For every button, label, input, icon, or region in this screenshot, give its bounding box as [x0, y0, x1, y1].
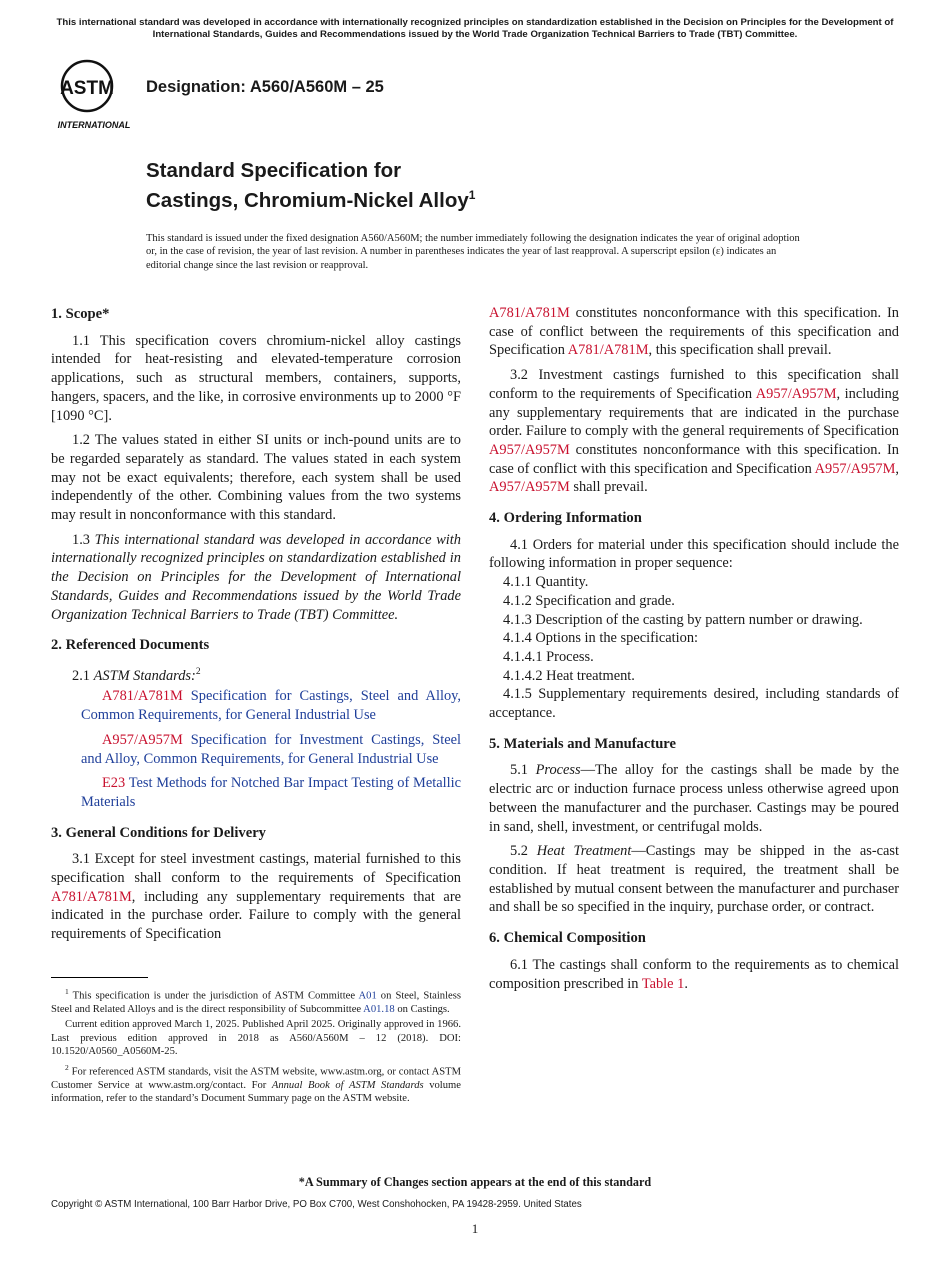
right-column — [489, 304, 899, 999]
list-item: 4.1.4.1 Process. — [503, 648, 594, 665]
designation: Designation: A560/A560M – 25 — [146, 78, 384, 96]
paragraph-6-1: 6.1 The castings shall conform to the requirements as to chemical composition prescribed in Table 1. — [489, 956, 899, 992]
paragraph-5-2: 5.2 Heat Treatment—Castings may be shipped in the as-cast condition. If heat treatment is required, the treatment shall be established by mutual consent between the manufacturer and purchaser and shall be so specified in the inquiry, purchase order, or contract. — [489, 843, 899, 916]
list-item: 4.1.4.2 Heat treatment. — [503, 667, 635, 684]
committee-link[interactable]: A01 — [358, 990, 377, 1002]
footnote-1: $^1$ This specification is under the jurisdiction of ASTM Committee A01 on Steel, Stainless Steel and Related Alloys and is the direct responsibility of Subcommittee A01.18 on Castings. — [51, 987, 461, 1015]
footnotes — [51, 977, 461, 1107]
paragraph-3-2: 3.2 Investment castings furnished to this specification shall conform to the requirements of Specification A957/A957M, including any supplementary requirements that are indicated in the purchase order. Failure to comply with the general requirements of Specification A957/A957M constitutes nonconformance with this specification. In case of conflict with this specification and Specification A957/A957M, A957/A957M shall prevail. — [489, 367, 899, 496]
paragraph-1-3-text: This international standard was developed in accordance with internationally recognized principles on standardization established in the Decision on Principles for the Development of International Standards, Guides and Recommendations issued by the World Trade Organization Technical Barriers to Trade (TBT) Committee. — [51, 531, 461, 623]
list-item: 4.1.4 Options in the specification: — [503, 630, 699, 647]
reference-e23 — [51, 774, 461, 811]
footnote-1-edition: Current edition approved March 1, 2025. Published April 2025. Originally approved in 1966. Last previous edition approved in 2018 as A560/A560M – 12 (2018). DOI: 10.1520/A0560_A0560M-25. — [51, 1019, 461, 1058]
title-line-2-text: Castings, Chromium-Nickel Alloy — [146, 188, 469, 212]
logo-text: ASTM — [60, 78, 114, 99]
logo-subtext: INTERNATIONAL — [57, 120, 131, 130]
list-item: 4.1.2 Specification and grade. — [503, 592, 675, 609]
paragraph-3-1-continued: A781/A781M constitutes nonconformance with this specification. In case of conflict between the requirements of this specification and Specification A781/A781M, this specification shall prevail. — [489, 305, 899, 359]
paragraph-3-1-start: 3.1 Except for steel investment castings, material furnished to this specification shall conform to the requirements of Specification A781/A781M, including any supplementary requirements that are indicated in the purchase order. Failure to comply with the general requirements of Specification — [51, 851, 461, 943]
spec-link-a957[interactable]: A957/A957M — [814, 460, 896, 477]
left-column — [51, 305, 461, 950]
title-line-1: Standard Specification for — [146, 159, 402, 182]
subcommittee-link[interactable]: A01.18 — [363, 1003, 395, 1015]
spec-link-a781[interactable]: A781/A781M — [489, 305, 570, 321]
title-line-2 — [146, 183, 475, 213]
footnote-2: $^2$ For referenced ASTM standards, visit the ASTM website, www.astm.org, or contact ASTM Customer Service at www.astm.org/contact. For Annual Book of ASTM Standards volume information, refer to the standard’s Document Summary page on the ASTM website. — [51, 1062, 461, 1104]
spec-link-a781[interactable]: A781/A781M — [51, 888, 132, 905]
section-heading-scope: 1. Scope* — [51, 306, 110, 322]
footnote-divider — [51, 977, 148, 978]
list-item: 4.1.1 Quantity. — [503, 574, 589, 591]
reference-a957 — [51, 731, 461, 768]
section-heading-chemical: 6. Chemical Composition — [489, 930, 646, 947]
section-heading-referenced: 2. Referenced Documents — [51, 637, 210, 654]
paragraph-1-2: 1.2 The values stated in either SI units or inch-pound units are to be regarded separately as standard. The values stated in each system may not be exact equivalents; therefore, each system shall be used independently of the other. Combining values from the two systems may result in nonconformance with this standard. — [51, 432, 461, 524]
reference-code-link[interactable]: A957/A957M — [102, 731, 183, 748]
reference-title-link[interactable]: Specification for Castings, Steel and Alloy, Common Requirements, for General Industrial Use — [81, 688, 461, 724]
summary-of-changes-note: *A Summary of Changes section appears at the end of this standard — [298, 1175, 652, 1189]
title-footnote-mark: 1 — [468, 188, 476, 202]
section-heading-materials: 5. Materials and Manufacture — [489, 735, 676, 752]
issue-note: This standard is issued under the fixed designation A560/A560M; the number immediately following the designation indicates the year of original adoption or, in the case of revision, the year of last revision. A number in parentheses indicates the year of last reapproval. A superscript epsilon (ε) indicates an editorial change since the last revision or reapproval. — [146, 233, 800, 271]
paragraph-1-1: 1.1 This specification covers chromium-nickel alloy castings intended for heat-resisting and elevated-temperature corrosion applications, such as structural members, containers, supports, hangers, spacers, and the like, in corrosive environments up to 2000 °F [1090 °C]. — [51, 332, 461, 424]
page-title — [146, 158, 475, 213]
paragraph-1-3 — [51, 531, 461, 625]
top-notice: This international standard was developed in accordance with internationally recognized principles on standardization established in the Decision on Principles for the Development of International Standards, Guides and Recommendations issued by the World Trade Organization Technical Barriers to Trade (TBT) Committee. — [56, 17, 894, 40]
paragraph-1-3-number: 1.3 — [72, 531, 90, 548]
spec-link-a957[interactable]: A957/A957M — [755, 385, 837, 402]
page-number: 1 — [471, 1221, 479, 1236]
astm-standards-label: 2.1 ASTM Standards:$^2$ — [72, 666, 201, 684]
paragraph-5-1: 5.1 Process—The alloy for the castings shall be made by the electric arc or induction furnace process unless otherwise agreed upon between the manufacturer and the purchaser. Castings may be poured in sand, shell, investment, or centrifugal molds. — [489, 762, 899, 835]
section-heading-general: 3. General Conditions for Delivery — [51, 824, 266, 841]
spec-link-a957[interactable]: A957/A957M — [489, 479, 570, 496]
reference-code-link[interactable]: E23 — [102, 775, 126, 792]
reference-code-link[interactable]: A781/A781M — [102, 688, 183, 705]
list-item: 4.1.5 Supplementary requirements desired, including standards of acceptance. — [489, 686, 899, 722]
spec-link-a781[interactable]: A781/A781M — [567, 342, 649, 359]
list-item: 4.1.3 Description of the casting by pattern number or drawing. — [503, 611, 863, 628]
astm-logo-icon — [54, 56, 134, 132]
reference-title-link[interactable]: Specification for Investment Castings, Steel and Alloy, Common Requirements, for General Industrial Use — [81, 731, 461, 767]
section-heading-ordering: 4. Ordering Information — [489, 510, 642, 527]
copyright: Copyright © ASTM International, 100 Barr Harbor Drive, PO Box C700, West Conshohocken, PA 19428-2959. United States — [51, 1199, 582, 1210]
reference-a781 — [51, 687, 461, 724]
spec-link-a957[interactable]: A957/A957M — [489, 441, 570, 458]
paragraph-4-1: 4.1 Orders for material under this specification should include the following information in proper sequence: — [489, 536, 899, 572]
reference-title-link[interactable]: Test Methods for Notched Bar Impact Testing of Metallic Materials — [81, 775, 461, 810]
table-1-link[interactable]: Table 1 — [641, 975, 685, 992]
